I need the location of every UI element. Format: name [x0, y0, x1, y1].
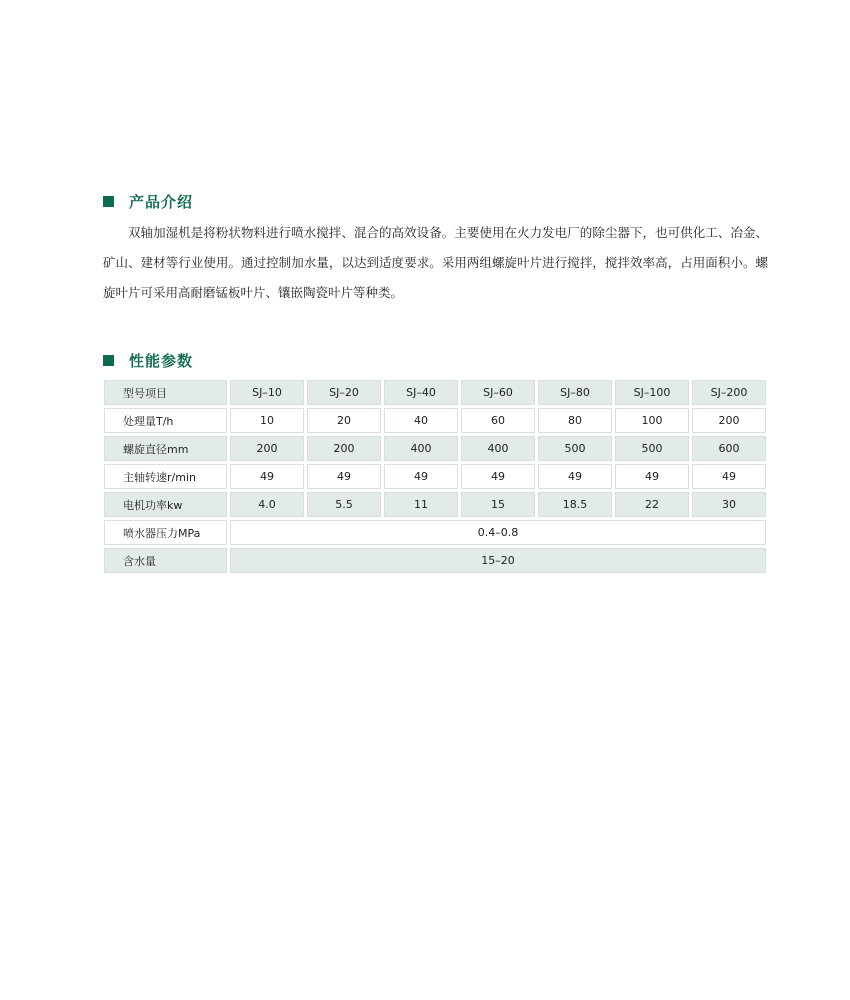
value-cell: 400	[461, 436, 535, 461]
performance-table	[101, 377, 769, 576]
value-cell: 200	[230, 436, 304, 461]
value-cell: 20	[307, 408, 381, 433]
table-row	[104, 520, 766, 545]
value-cell: 49	[538, 464, 612, 489]
spanned-value-cell: 0.4–0.8	[230, 520, 766, 545]
value-cell: 60	[461, 408, 535, 433]
value-cell: 15	[461, 492, 535, 517]
value-cell: 49	[307, 464, 381, 489]
value-cell: 49	[461, 464, 535, 489]
table-row	[104, 492, 766, 517]
value-cell: 200	[692, 408, 766, 433]
intro-heading	[103, 191, 193, 211]
value-cell: 500	[615, 436, 689, 461]
model-cell: SJ–10	[230, 380, 304, 405]
row-label-cell: 处理量T/h	[104, 408, 227, 433]
value-cell: 600	[692, 436, 766, 461]
row-label-cell: 含水量	[104, 548, 227, 573]
row-label-cell: 喷水器压力MPa	[104, 520, 227, 545]
value-cell: 49	[384, 464, 458, 489]
row-label-cell: 螺旋直径mm	[104, 436, 227, 461]
intro-paragraph: 双轴加湿机是将粉状物料进行喷水搅拌、混合的高效设备。主要使用在火力发电厂的除尘器下，也可供化工、冶金、矿山、建材等行业使用。通过控制加水量，以达到适度要求。采用两组螺旋叶片进行搅拌，搅拌效率高，占用面积小。螺旋叶片可采用高耐磨锰板叶片、镶嵌陶瓷叶片等种类。	[103, 225, 768, 300]
value-cell: 200	[307, 436, 381, 461]
table-header-row	[104, 380, 766, 405]
value-cell: 500	[538, 436, 612, 461]
value-cell: 100	[615, 408, 689, 433]
table-row	[104, 436, 766, 461]
value-cell: 49	[692, 464, 766, 489]
header-label-cell: 型号项目	[104, 380, 227, 405]
value-cell: 11	[384, 492, 458, 517]
intro-heading-text: 产品介绍	[129, 192, 194, 211]
table-row	[104, 408, 766, 433]
heading-square-icon	[103, 196, 114, 207]
model-cell: SJ–40	[384, 380, 458, 405]
value-cell: 40	[384, 408, 458, 433]
value-cell: 18.5	[538, 492, 612, 517]
value-cell: 80	[538, 408, 612, 433]
model-cell: SJ–200	[692, 380, 766, 405]
value-cell: 49	[230, 464, 304, 489]
model-cell: SJ–100	[615, 380, 689, 405]
heading-square-icon	[103, 355, 114, 366]
value-cell: 4.0	[230, 492, 304, 517]
value-cell: 49	[615, 464, 689, 489]
value-cell: 10	[230, 408, 304, 433]
table-row	[104, 548, 766, 573]
row-label-cell: 电机功率kw	[104, 492, 227, 517]
performance-heading	[103, 350, 193, 370]
spanned-value-cell: 15–20	[230, 548, 766, 573]
model-cell: SJ–60	[461, 380, 535, 405]
performance-heading-text: 性能参数	[129, 351, 194, 370]
value-cell: 30	[692, 492, 766, 517]
table-row	[104, 464, 766, 489]
value-cell: 400	[384, 436, 458, 461]
model-cell: SJ–20	[307, 380, 381, 405]
value-cell: 22	[615, 492, 689, 517]
row-label-cell: 主轴转速r/min	[104, 464, 227, 489]
value-cell: 5.5	[307, 492, 381, 517]
model-cell: SJ–80	[538, 380, 612, 405]
